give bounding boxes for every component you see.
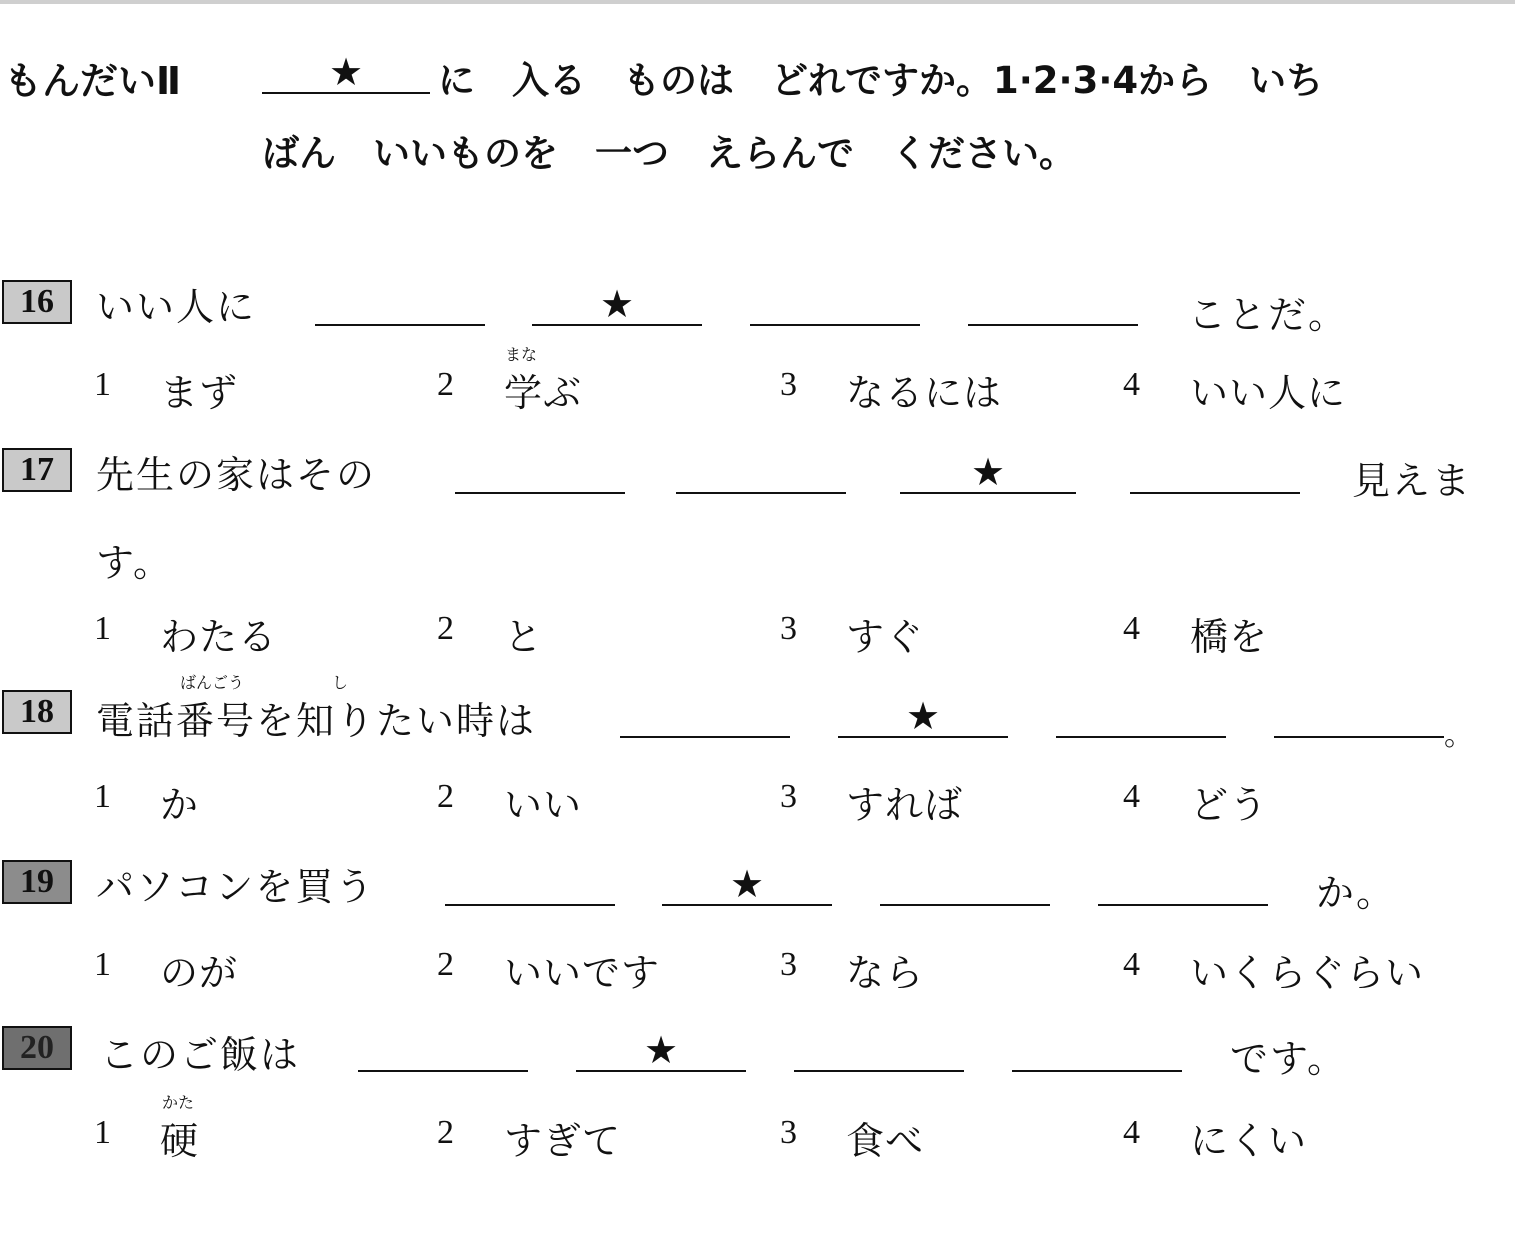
star-icon: ★ — [599, 282, 635, 326]
furigana: かた — [162, 1093, 195, 1112]
option-text[interactable]: にくい — [1190, 1119, 1308, 1163]
star-answer-blank[interactable] — [838, 696, 1008, 738]
option-number: 4 — [1123, 366, 1140, 403]
question-number-16: 16 — [2, 280, 72, 324]
option-number: 4 — [1123, 946, 1140, 983]
question-19-stem: パソコンを買う — [96, 865, 376, 909]
question-17-ending: 見えま — [1352, 459, 1473, 503]
option-number: 2 — [437, 778, 454, 815]
option-text[interactable]: いい — [504, 783, 583, 827]
answer-blank[interactable] — [358, 1030, 528, 1072]
option-number: 3 — [780, 1114, 797, 1151]
option-number: 3 — [780, 610, 797, 647]
instructions-line-1: に 入る ものは どれですか。1·2·3·4から いち — [438, 59, 1324, 102]
question-number-20: 20 — [2, 1026, 72, 1070]
question-18-ending: 。 — [1444, 718, 1476, 753]
star-icon: ★ — [970, 450, 1006, 494]
question-20-stem: このご飯は — [100, 1033, 301, 1077]
option-number: 1 — [94, 778, 111, 815]
question-number-18: 18 — [2, 690, 72, 734]
answer-blank[interactable] — [455, 452, 625, 494]
question-number-19: 19 — [2, 860, 72, 904]
answer-blank[interactable] — [880, 864, 1050, 906]
option-number: 4 — [1123, 1114, 1140, 1151]
option-text[interactable]: 学ぶ — [504, 371, 583, 415]
answer-blank[interactable] — [1098, 864, 1268, 906]
option-number: 3 — [780, 778, 797, 815]
option-number: 3 — [780, 366, 797, 403]
answer-blank[interactable] — [676, 452, 846, 494]
answer-blank[interactable] — [1056, 696, 1226, 738]
option-number: 2 — [437, 1114, 454, 1151]
option-number: 4 — [1123, 778, 1140, 815]
option-text[interactable]: なるには — [846, 371, 1003, 415]
answer-blank[interactable] — [794, 1030, 964, 1072]
question-17-ending-wrap: す。 — [96, 541, 173, 585]
option-text[interactable]: どう — [1190, 783, 1269, 827]
option-text[interactable]: いくらぐらい — [1190, 951, 1425, 995]
option-text[interactable]: すれば — [846, 783, 964, 827]
option-number: 1 — [94, 610, 111, 647]
star-icon: ★ — [729, 862, 765, 906]
star-answer-blank[interactable] — [576, 1030, 746, 1072]
furigana: し — [332, 673, 349, 692]
option-number: 2 — [437, 610, 454, 647]
option-number: 1 — [94, 946, 111, 983]
answer-blank[interactable] — [1274, 696, 1444, 738]
question-19-ending: か。 — [1316, 871, 1397, 915]
star-answer-blank[interactable] — [532, 284, 702, 326]
option-text[interactable]: のが — [160, 951, 239, 995]
furigana: ばんごう — [180, 673, 245, 692]
star-answer-blank[interactable] — [900, 452, 1076, 494]
option-text[interactable]: 食べ — [846, 1119, 925, 1163]
option-number: 3 — [780, 946, 797, 983]
question-18-stem: 電話番号を知りたい時は — [96, 699, 537, 743]
option-text[interactable]: いい人に — [1190, 371, 1347, 415]
star-icon: ★ — [905, 694, 941, 738]
option-number: 2 — [437, 366, 454, 403]
star-icon: ★ — [643, 1028, 679, 1072]
star-icon: ★ — [328, 50, 364, 94]
star-answer-blank[interactable] — [662, 864, 832, 906]
option-text[interactable]: いいです — [504, 951, 661, 995]
answer-blank[interactable] — [750, 284, 920, 326]
question-20-ending: です。 — [1230, 1037, 1347, 1081]
option-number: 4 — [1123, 610, 1140, 647]
option-text[interactable]: すぐ — [846, 615, 925, 659]
option-number: 1 — [94, 366, 111, 403]
section-heading: もんだいⅡ — [4, 59, 182, 103]
option-text[interactable]: か — [160, 783, 200, 827]
scan-top-edge — [0, 0, 1515, 4]
answer-blank[interactable] — [1012, 1030, 1182, 1072]
answer-blank[interactable] — [968, 284, 1138, 326]
question-17-stem: 先生の家はその — [96, 453, 377, 497]
option-text[interactable]: 橋を — [1190, 615, 1269, 659]
option-number: 2 — [437, 946, 454, 983]
answer-blank[interactable] — [315, 284, 485, 326]
instructions-line-2: ばん いいものを 一つ えらんで ください。 — [262, 132, 1076, 175]
option-text[interactable]: 硬 — [160, 1119, 200, 1163]
question-16-ending: ことだ。 — [1188, 293, 1349, 337]
option-text[interactable]: すぎて — [504, 1119, 622, 1163]
option-text[interactable]: まず — [160, 371, 239, 415]
question-16-stem: いい人に — [96, 285, 257, 329]
option-text[interactable]: なら — [846, 951, 925, 995]
option-text[interactable]: わたる — [160, 615, 278, 659]
option-text[interactable]: と — [504, 615, 544, 659]
answer-blank[interactable] — [445, 864, 615, 906]
star-blank-example — [262, 52, 430, 94]
answer-blank[interactable] — [620, 696, 790, 738]
option-number: 1 — [94, 1114, 111, 1151]
furigana: まな — [505, 345, 538, 364]
question-number-17: 17 — [2, 448, 72, 492]
answer-blank[interactable] — [1130, 452, 1300, 494]
